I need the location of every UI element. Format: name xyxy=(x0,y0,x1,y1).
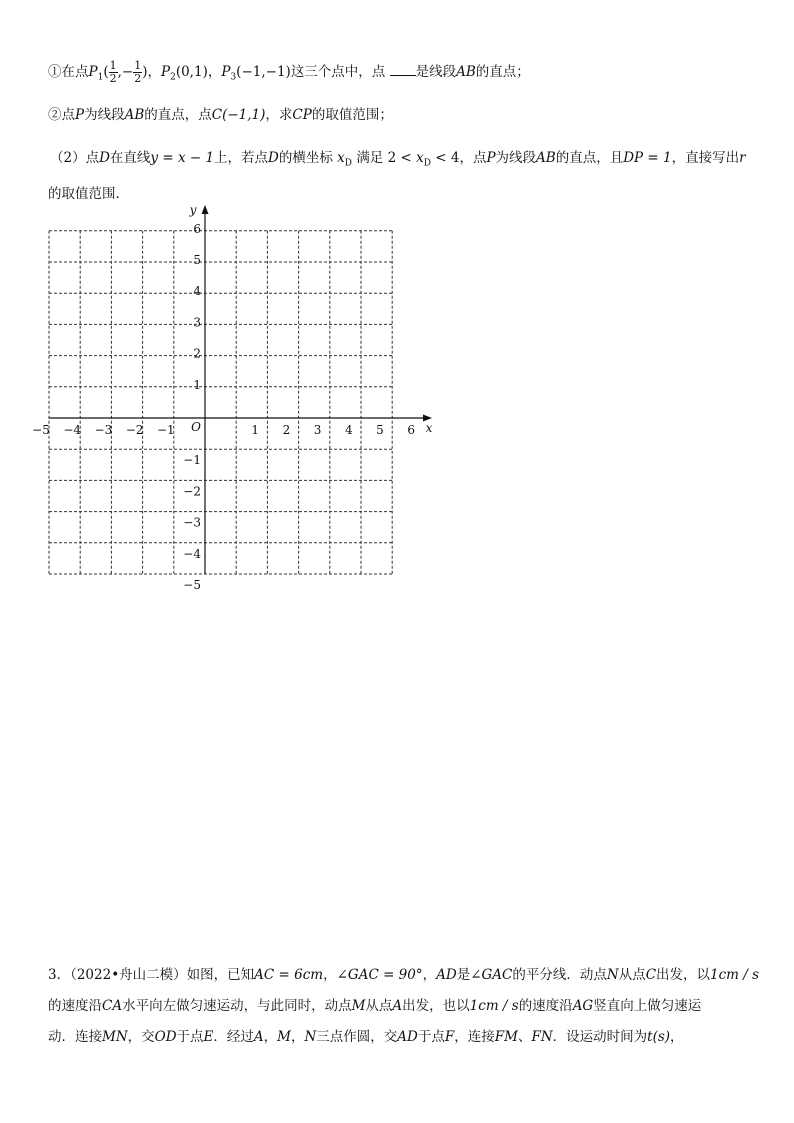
problem3-line-1 xyxy=(48,963,759,983)
text: ( xyxy=(103,64,109,80)
coord: (0,1) xyxy=(175,64,208,80)
subscript: 3 xyxy=(230,72,237,83)
text: 从点 xyxy=(618,967,646,983)
y-tick-label: 4 xyxy=(193,284,201,299)
text: ， xyxy=(147,64,161,80)
problem3-line-2 xyxy=(48,994,701,1014)
text: 三点作圆，交 xyxy=(316,1029,398,1045)
text: ．经过 xyxy=(213,1029,254,1045)
var: M xyxy=(277,1029,291,1045)
var: x xyxy=(416,150,424,166)
var: AG xyxy=(572,998,594,1014)
text: 的平分线．动点 xyxy=(512,967,607,983)
var: A xyxy=(253,1029,264,1045)
text: 2 < xyxy=(387,150,412,166)
text: 是线段 xyxy=(415,64,457,80)
equation: 1cm / s xyxy=(710,967,760,983)
var: C xyxy=(645,967,657,983)
y-tick-label: 5 xyxy=(193,253,201,267)
text: 于点 xyxy=(176,1029,204,1045)
text: ，交 xyxy=(127,1029,155,1045)
text: 这三个点中，点 xyxy=(290,64,386,80)
var: FM xyxy=(494,1029,518,1045)
var: CA xyxy=(102,998,123,1014)
text: ， xyxy=(422,967,437,983)
y-axis-arrow xyxy=(202,205,209,214)
var: M xyxy=(351,998,366,1014)
text: < 4 xyxy=(435,150,460,166)
text: 3．（2022•舟山二模）如图，已知 xyxy=(48,967,255,983)
var: AB xyxy=(456,64,476,80)
y-tick-label: 2 xyxy=(193,346,201,361)
y-tick-label: −2 xyxy=(183,484,201,499)
denominator: 2 xyxy=(109,72,117,85)
text: ， xyxy=(323,967,337,983)
text: 的直点； xyxy=(475,64,530,80)
text: ， xyxy=(207,64,222,80)
var: ∠GAC xyxy=(470,967,513,983)
equation: ∠GAC = 90° xyxy=(336,967,423,983)
tick-labels xyxy=(32,203,432,592)
var: CP xyxy=(292,107,312,123)
var: MN xyxy=(102,1029,128,1045)
y-tick-label: 6 xyxy=(193,221,201,236)
text: ②点 xyxy=(48,107,75,123)
var: P xyxy=(221,64,231,80)
text: 的速度沿 xyxy=(518,998,573,1014)
numerator: 1 xyxy=(109,59,117,72)
equation: y = x − 1 xyxy=(150,150,215,166)
text: ，连接 xyxy=(454,1029,495,1045)
subscript: 1 xyxy=(97,72,104,83)
var: D xyxy=(268,150,279,166)
text: 在直线 xyxy=(109,150,151,166)
subscript: D xyxy=(423,158,431,169)
text: 水平向左做匀速运动，与此同时，动点 xyxy=(122,998,352,1014)
y-tick-label: −4 xyxy=(183,546,201,561)
y-axis-label: y xyxy=(189,203,197,217)
var: P xyxy=(161,64,171,80)
text: 是 xyxy=(456,967,471,983)
var: OD xyxy=(154,1029,177,1045)
x-tick-label: 1 xyxy=(251,423,260,437)
problem3-line-3 xyxy=(48,1025,684,1045)
var: F xyxy=(444,1029,455,1045)
text: 的横坐标 xyxy=(278,150,333,166)
var: E xyxy=(203,1029,214,1045)
text: 的取值范围． xyxy=(48,186,129,202)
text: 的取值范围； xyxy=(311,107,393,123)
text: 动．连接 xyxy=(48,1029,102,1045)
var: AB xyxy=(124,107,145,123)
var: D xyxy=(99,150,110,166)
var: N xyxy=(304,1029,317,1045)
text: 上，若点 xyxy=(214,150,269,166)
x-tick-label: 6 xyxy=(407,423,416,437)
text: 出发，以 xyxy=(656,967,711,983)
x-tick-label: 5 xyxy=(376,423,384,437)
var: AD xyxy=(436,967,457,983)
coord: C(−1,1) xyxy=(211,107,266,123)
text: ．设运动时间为 xyxy=(552,1029,648,1045)
x-tick-label: −2 xyxy=(125,423,144,437)
grid-lines xyxy=(49,231,392,574)
text: 出发，也以 xyxy=(402,998,470,1014)
equation: t(s) xyxy=(647,1029,671,1045)
text: 满足 xyxy=(356,150,384,166)
x-axis-label: x xyxy=(425,421,433,435)
y-tick-label: −1 xyxy=(183,453,201,468)
subscript: D xyxy=(344,158,353,169)
var: P xyxy=(88,64,98,80)
x-tick-label: 3 xyxy=(313,423,322,437)
var: AB xyxy=(536,150,556,166)
text: ，求 xyxy=(265,107,293,123)
var: A xyxy=(392,998,403,1014)
text: 竖直向上做匀速运 xyxy=(593,998,702,1014)
text: 的直点，且 xyxy=(555,150,624,166)
coord: (−1,−1) xyxy=(236,64,291,80)
x-tick-label: −3 xyxy=(94,423,113,437)
text: 为线段 xyxy=(84,107,125,123)
var: x xyxy=(337,150,345,166)
y-tick-label: −5 xyxy=(183,578,201,592)
numerator: 1 xyxy=(134,59,142,72)
text: ,− xyxy=(117,64,134,80)
y-tick-label: −3 xyxy=(183,515,201,530)
y-tick-label: 3 xyxy=(193,315,201,330)
x-tick-label: 2 xyxy=(282,423,291,437)
var: AD xyxy=(397,1029,418,1045)
denominator: 2 xyxy=(134,72,142,85)
text: ①在点 xyxy=(48,64,89,80)
text: 从点 xyxy=(365,998,393,1014)
var: N xyxy=(606,967,619,983)
var: P xyxy=(75,107,85,123)
axes xyxy=(49,205,432,574)
equation: AC = 6cm xyxy=(254,967,324,983)
x-tick-label: −5 xyxy=(32,423,50,437)
text: 为线段 xyxy=(495,150,537,166)
x-tick-label: −4 xyxy=(63,423,82,437)
text: ) xyxy=(142,64,148,80)
equation: DP = 1 xyxy=(623,150,672,166)
text: （2）点 xyxy=(50,150,100,166)
text: ，点 xyxy=(459,150,487,166)
text: 、 xyxy=(517,1029,532,1045)
equation: 1cm / s xyxy=(469,998,519,1014)
x-tick-label: 4 xyxy=(344,423,353,437)
var: r xyxy=(739,150,746,166)
text: ，直接写出 xyxy=(671,150,740,166)
y-tick-label: 1 xyxy=(193,377,201,392)
var: P xyxy=(486,150,496,166)
subscript: 2 xyxy=(170,72,176,83)
text: ， xyxy=(290,1029,305,1045)
text: ， xyxy=(670,1029,684,1045)
text: 的直点，点 xyxy=(144,107,212,123)
text: 于点 xyxy=(417,1029,445,1045)
x-tick-label: −1 xyxy=(156,423,175,437)
origin-label: O xyxy=(191,420,201,434)
text: 的速度沿 xyxy=(48,998,102,1014)
text: ， xyxy=(263,1029,278,1045)
var: FN xyxy=(531,1029,553,1045)
